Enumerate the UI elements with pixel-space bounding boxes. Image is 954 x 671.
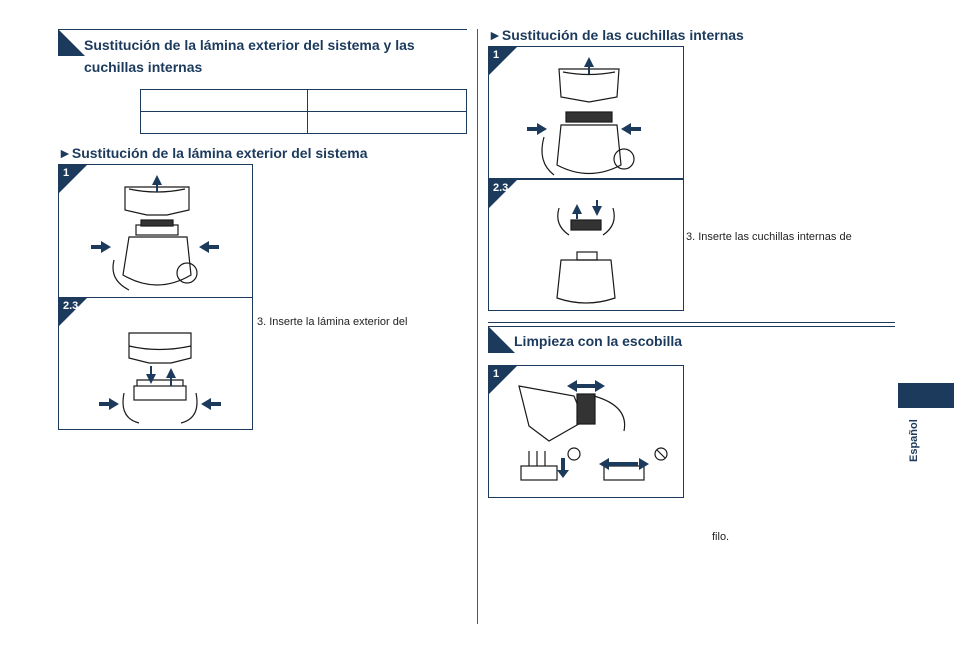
- left-section-title: [84, 34, 464, 78]
- left-section-title-line1: Sustitución de la lámina exterior del sistema y las: [84, 37, 415, 53]
- figure-number: 1: [493, 49, 500, 61]
- shaver-foil-removal-illustration: [59, 165, 252, 297]
- left-section-rule: [58, 29, 467, 30]
- column-divider: [477, 29, 478, 624]
- figure-number: 2.3: [493, 182, 509, 194]
- right-section-rule: [488, 322, 895, 323]
- figure-number: 1: [63, 167, 70, 179]
- figure-number: 2.3: [63, 300, 79, 312]
- right-figure-2: [488, 179, 684, 311]
- inner-blade-removal-illustration: [489, 47, 683, 178]
- spec-table: [140, 89, 467, 134]
- trailing-text: filo.: [712, 531, 730, 543]
- left-figure-2: [58, 297, 253, 430]
- figure-number: 1: [493, 368, 500, 380]
- left-section-title-line2: cuchillas internas: [84, 59, 203, 75]
- brush-cleaning-illustration: [489, 366, 683, 497]
- left-figure-1: [58, 164, 253, 298]
- left-sub-title: ►Sustitución de la lámina exterior del sistema: [58, 145, 368, 161]
- table-row: [141, 90, 467, 112]
- table-cell: [308, 112, 467, 134]
- inner-blade-insert-illustration: [489, 180, 683, 310]
- left-section-marker: [58, 29, 85, 56]
- left-step-3-text: 3. Inserte la lámina exterior del: [257, 316, 408, 328]
- right-figure-1: [488, 46, 684, 179]
- right-figure-3: [488, 365, 684, 498]
- language-tab: [898, 383, 954, 408]
- table-cell: [308, 90, 467, 112]
- language-label: Español: [908, 419, 920, 462]
- right-sub-title: ►Sustitución de las cuchillas internas: [488, 27, 744, 43]
- shaver-foil-insert-illustration: [59, 298, 252, 429]
- right-section-marker: [488, 326, 515, 353]
- right-section-rule-2: [488, 326, 895, 327]
- right-section-title: Limpieza con la escobilla: [514, 333, 683, 349]
- table-cell: [141, 90, 308, 112]
- table-cell: [141, 112, 308, 134]
- right-step-3-text: 3. Inserte las cuchillas internas de: [686, 231, 852, 243]
- table-row: [141, 112, 467, 134]
